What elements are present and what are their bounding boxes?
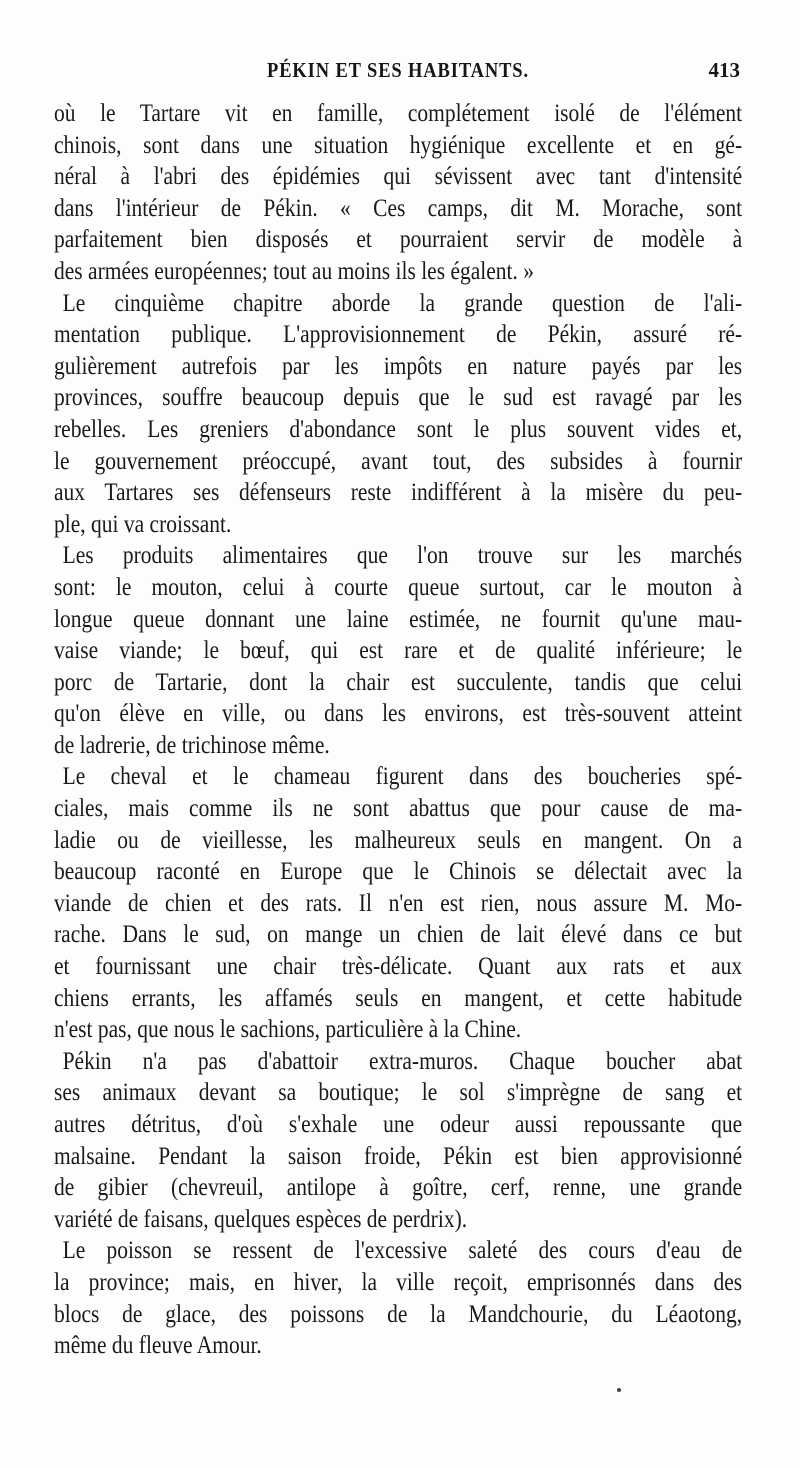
paragraph-5	[54, 1046, 742, 1236]
text-line: Pékin n'a pas d'abattoir extra-muros. Chaque boucher abat	[62, 1047, 743, 1075]
text-line: gulièrement autrefois par les impôts en nature payés par les	[54, 352, 743, 380]
body-text	[54, 98, 742, 1362]
text-line: dans l'intérieur de Pékin. « Ces camps, dit M. Morache, sont	[54, 194, 743, 222]
text-line: Les produits alimentaires que l'on trouve sur les marchés	[62, 542, 743, 570]
page-header	[56, 58, 740, 92]
text-line: ses animaux devant sa boutique; le sol s'imprègne de sang et	[54, 1079, 743, 1107]
text-line: beaucoup raconté en Europe que le Chinois se délectait avec la	[54, 858, 743, 886]
running-head: PÉKIN ET SES HABITANTS.	[267, 58, 529, 82]
paragraph-1	[54, 98, 742, 288]
text-line: Le poisson se ressent de l'excessive saleté des cours d'eau de	[62, 1237, 743, 1265]
text-line: la province; mais, en hiver, la ville reçoit, emprisonnés dans des	[54, 1268, 743, 1296]
paragraph-3	[54, 540, 742, 761]
text-line: autres détritus, d'où s'exhale une odeur aussi repoussante que	[54, 1111, 743, 1138]
text-line: néral à l'abri des épidémies qui sévissent avec tant d'intensité	[54, 163, 743, 191]
text-line: même du fleuve Amour.	[54, 1332, 262, 1360]
paragraph-4	[54, 761, 742, 1045]
text-line: et fournissant une chair très-délicate. Quant aux rats et aux	[54, 953, 743, 981]
text-line: de gibier (chevreuil, antilope à goître, cerf, renne, une grande	[54, 1174, 743, 1202]
paragraph-2	[54, 288, 742, 541]
text-line: blocs de glace, des poissons de la Mandchourie, du Léaotong,	[54, 1300, 743, 1328]
text-line: de ladrerie, de trichinose même.	[54, 731, 330, 759]
text-line: ciales, mais comme ils ne sont abattus que pour cause de ma-	[54, 795, 743, 823]
text-line: parfaitement bien disposés et pourraient servir de modèle à	[54, 226, 743, 254]
text-line: Le cinquième chapitre aborde la grande question de l'ali-	[62, 289, 743, 317]
page-number: 413	[708, 58, 740, 82]
text-line: chinois, sont dans une situation hygiénique excellente et en gé-	[54, 131, 743, 159]
text-line: ladie ou de vieillesse, les malheureux seuls en mangent. On a	[54, 826, 743, 854]
text-line: provinces, souffre beaucoup depuis que le sud est ravagé par les	[54, 384, 743, 412]
text-line: aux Tartares ses défenseurs reste indifférent à la misère du peu-	[54, 479, 743, 507]
text-line: n'est pas, que nous le sachions, particulière à la Chine.	[54, 1016, 522, 1044]
text-line: porc de Tartarie, dont la chair est succulente, tandis que celui	[54, 668, 743, 696]
text-line: rebelles. Les greniers d'abondance sont le plus souvent vides et,	[54, 415, 743, 443]
text-line: variété de faisans, quelques espèces de perdrix).	[54, 1205, 468, 1233]
text-line: malsaine. Pendant la saison froide, Pékin est bien approvisionné	[54, 1142, 743, 1170]
print-speck	[617, 1388, 621, 1392]
text-line: ple, qui va croissant.	[54, 510, 232, 538]
text-line: qu'on élève en ville, ou dans les environs, est très-souvent atteint	[54, 700, 743, 728]
text-line: où le Tartare vit en famille, complétement isolé de l'élément	[54, 100, 743, 127]
text-line: longue queue donnant une laine estimée, ne fournit qu'une mau-	[54, 605, 743, 633]
text-line: viande de chien et des rats. Il n'en est rien, nous assure M. Mo-	[54, 889, 743, 917]
paragraph-6	[54, 1235, 742, 1361]
text-line: le gouvernement préoccupé, avant tout, des subsides à fournir	[54, 447, 743, 475]
text-line: vaise viande; le bœuf, qui est rare et de qualité inférieure; le	[54, 637, 743, 665]
text-line: Le cheval et le chameau figurent dans des boucheries spé-	[62, 763, 743, 791]
text-line: mentation publique. L'approvisionnement de Pékin, assuré ré-	[54, 321, 743, 349]
text-line: rache. Dans le sud, on mange un chien de lait élevé dans ce but	[54, 921, 743, 949]
text-line: sont: le mouton, celui à courte queue surtout, car le mouton à	[54, 573, 743, 601]
text-line: chiens errants, les affamés seuls en mangent, et cette habitude	[54, 984, 743, 1012]
text-line: des armées européennes; tout au moins ils les égalent. »	[54, 257, 535, 285]
